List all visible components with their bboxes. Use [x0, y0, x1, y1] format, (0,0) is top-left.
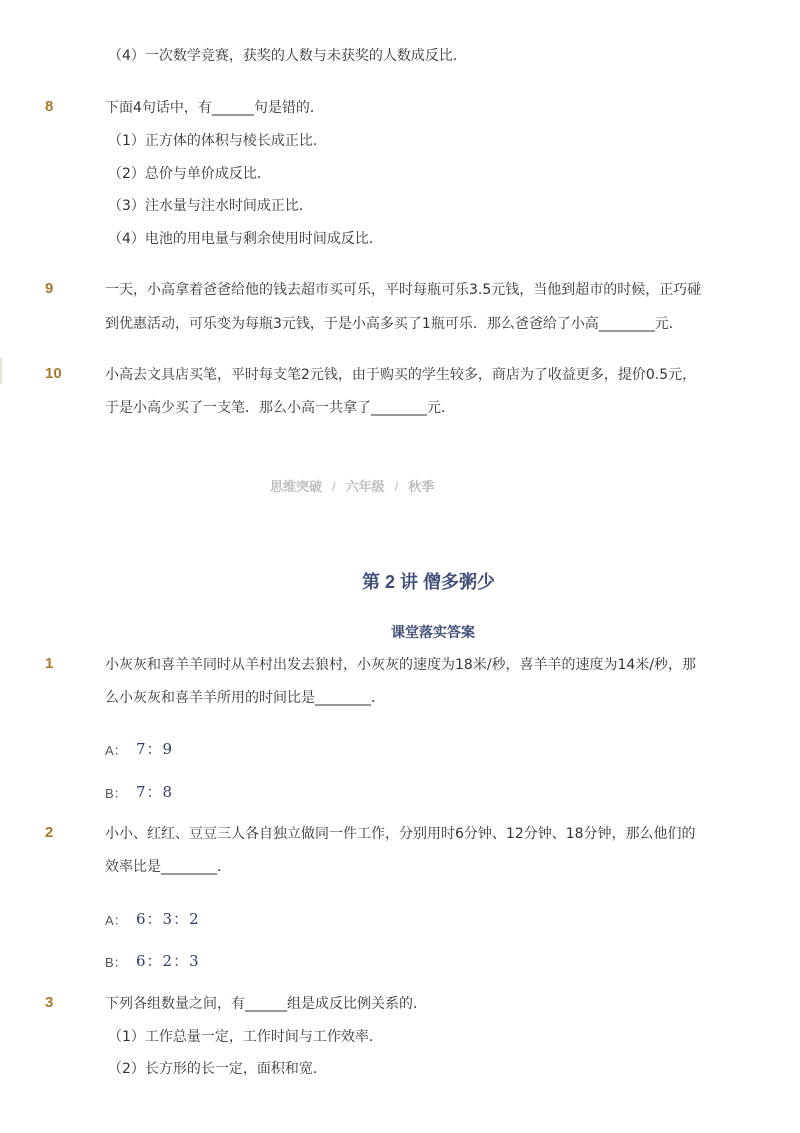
q1-line-2: 么小灰灰和喜羊羊所用的时间比是________．: [105, 690, 385, 706]
footer-term: 秋季: [408, 479, 435, 494]
q2-line-1: 小小、红红、豆豆三人各自独立做同一件工作，分别用时6分钟、12分钟、18分钟，那么他们的: [105, 826, 696, 842]
q8-item-4: （4）电池的用电量与剩余使用时间成反比．: [108, 231, 383, 247]
question-number-8: 8: [45, 98, 54, 115]
q9-line-2: 到优惠活动，可乐变为每瓶3元钱，于是小高多买了1瓶可乐．那么爸爸给了小高________元．: [105, 316, 683, 332]
q8-item-3: （3）注水量与注水时间成正比．: [108, 198, 313, 214]
q1-line-1: 小灰灰和喜羊羊同时从羊村出发去狼村，小灰灰的速度为18米/秒，喜羊羊的速度为14米/秒，那: [105, 657, 697, 673]
footer-grade: 六年级: [345, 479, 385, 494]
q2-choice-b-label: B：: [105, 955, 127, 970]
q1-choice-a-value: 7：9: [136, 740, 174, 758]
q2-choice-a-label: A：: [105, 913, 127, 928]
q10-line-1: 小高去文具店买笔，平时每支笔2元钱，由于购买的学生较多，商店为了收益更多，提价0.5元，: [105, 367, 697, 383]
q10-line-2: 于是小高少买了一支笔．那么小高一共拿了________元．: [105, 400, 455, 416]
question-number-10: 10: [45, 365, 62, 382]
lecture-title: 第 2 讲 僧多粥少: [362, 572, 496, 592]
q1-choice-b-value: 7：8: [136, 783, 174, 801]
q2-line-2: 效率比是________．: [105, 859, 231, 875]
question-number-1: 1: [45, 655, 54, 672]
q8-item-1: （1）正方体的体积与棱长成正比．: [108, 133, 327, 149]
q7-item-4: （4）一次数学竞赛，获奖的人数与未获奖的人数成反比．: [108, 48, 467, 64]
page-footer: [270, 476, 434, 495]
q3-item-1: （1）工作总量一定，工作时间与工作效率．: [108, 1029, 383, 1045]
section-title: 课堂落实答案: [391, 624, 475, 640]
q2-choice-a-value: 6：3：2: [136, 910, 200, 928]
margin-marker: [0, 358, 2, 384]
q8-item-2: （2）总价与单价成反比．: [108, 166, 271, 182]
q2-choice-b-value: 6：2：3: [136, 952, 200, 970]
q1-choice-b-label: B：: [105, 786, 127, 801]
footer-separator: /: [394, 479, 399, 494]
q3-item-2: （2）长方形的长一定，面积和宽．: [108, 1061, 327, 1077]
question-number-3: 3: [45, 994, 54, 1011]
question-number-2: 2: [45, 824, 54, 841]
question-number-9: 9: [45, 280, 54, 297]
footer-separator: /: [332, 479, 336, 494]
q9-line-1: 一天，小高拿着爸爸给他的钱去超市买可乐，平时每瓶可乐3.5元钱，当他到超市的时候，正巧碰: [105, 282, 702, 298]
footer-subject: 思维突破: [270, 479, 323, 494]
q1-choice-a-label: A：: [105, 743, 127, 758]
q3-stem: 下列各组数量之间，有______组是成反比例关系的．: [105, 996, 427, 1012]
q8-stem: 下面4句话中，有______句是错的．: [105, 100, 324, 116]
